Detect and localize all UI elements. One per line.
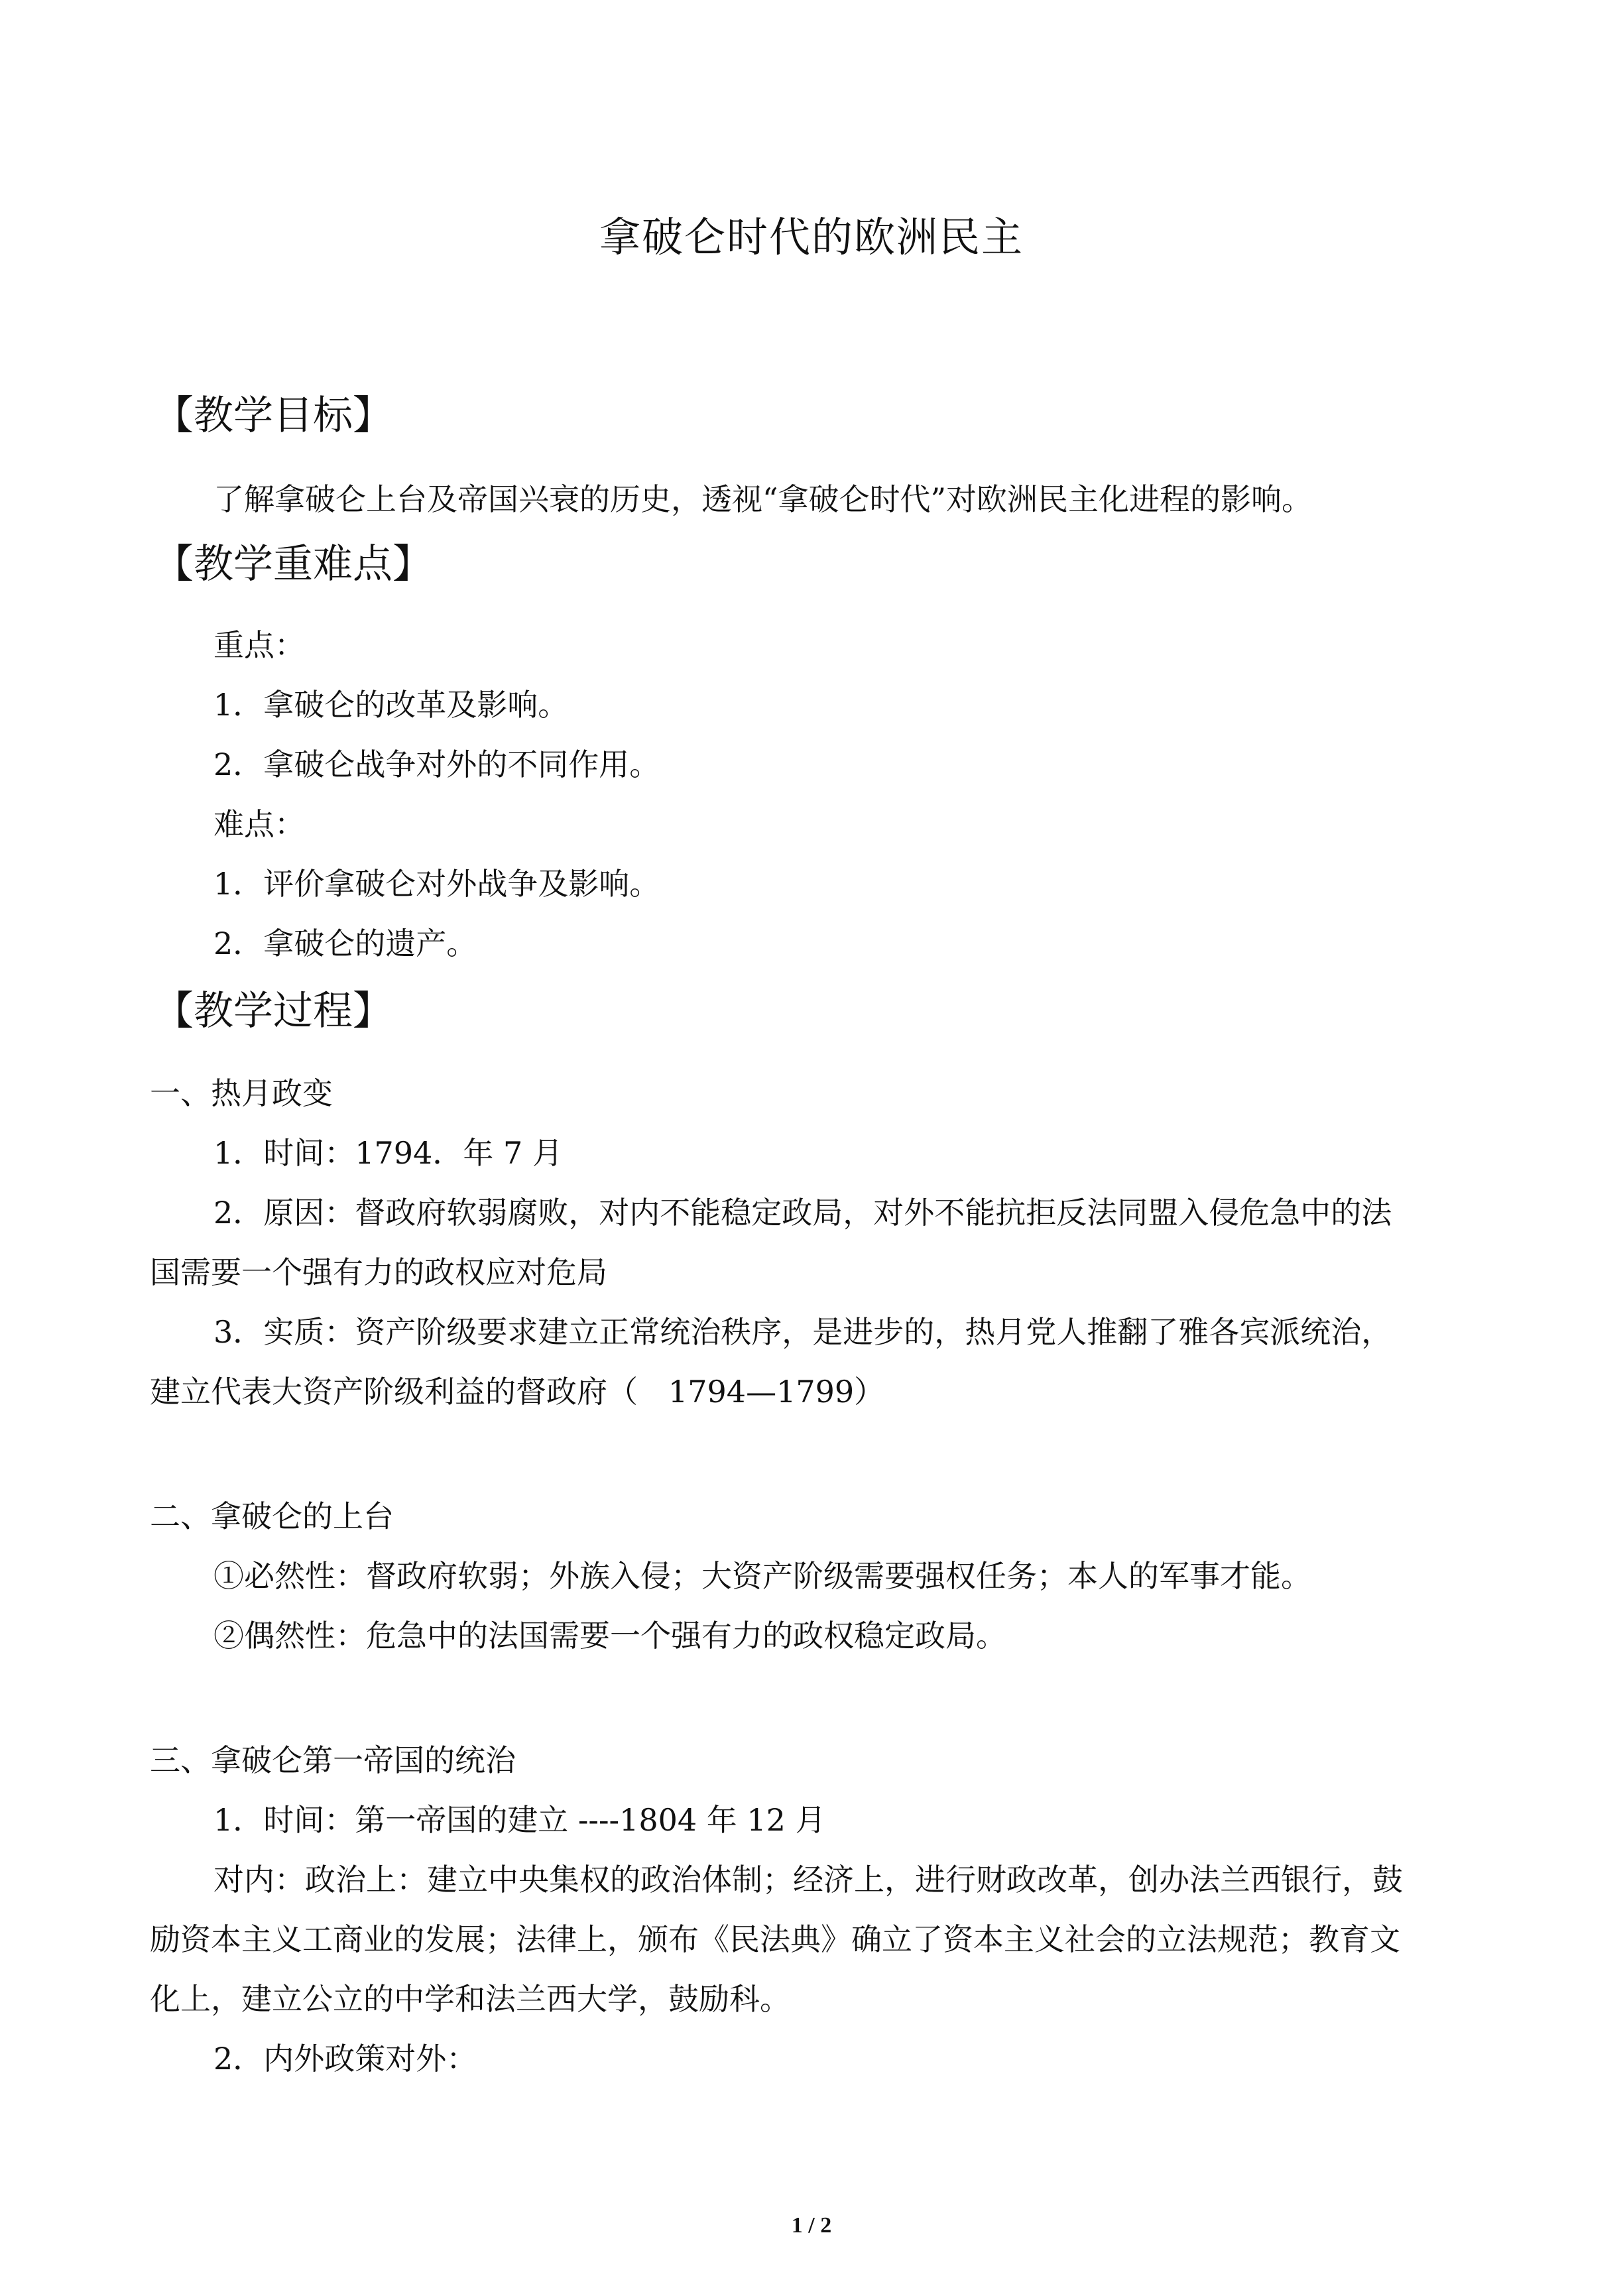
focus-item-2: 2．拿破仑战争对外的不同作用。	[213, 747, 660, 782]
part2-necessity: ①必然性：督政府软弱；外族入侵；大资产阶级需要强权任务；本人的军事才能。	[213, 1558, 1311, 1594]
part3-foreign: 2．内外政策对外：	[213, 2041, 477, 2077]
part3-domestic-line3: 化上，建立公立的中学和法兰西大学，鼓励科。	[150, 1981, 790, 2017]
objectives-text: 了解拿破仑上台及帝国兴衰的历史，透视“拿破仑时代”对欧洲民主化进程的影响。	[213, 481, 1313, 517]
part2-title: 二、拿破仑的上台	[150, 1498, 394, 1534]
part2-chance: ②偶然性：危急中的法国需要一个强有力的政权稳定政局。	[213, 1618, 1006, 1654]
part1-essence-line2: 建立代表大资产阶级利益的督政府（ 1794—1799）	[150, 1374, 885, 1410]
focus-label: 重点：	[213, 627, 305, 663]
difficulty-label: 难点：	[213, 806, 305, 842]
part1-time: 1．时间：1794．年 7 月	[213, 1135, 563, 1171]
document-title: 拿破仑时代的欧洲民主	[599, 213, 1024, 261]
part3-domestic-line2: 励资本主义工商业的发展；法律上，颁布《民法典》确立了资本主义社会的立法规范；教育文	[150, 1921, 1400, 1957]
part3-title: 三、拿破仑第一帝国的统治	[150, 1742, 516, 1778]
part3-domestic-line1: 对内：政治上：建立中央集权的政治体制；经济上，进行财政改革，创办法兰西银行，鼓	[213, 1862, 1403, 1898]
heading-process: 【教学过程】	[154, 988, 392, 1034]
part1-title: 一、热月政变	[150, 1075, 333, 1111]
heading-objectives: 【教学目标】	[154, 393, 392, 439]
part1-cause-line1: 2．原因：督政府软弱腐败，对内不能稳定政局，对外不能抗拒反法同盟入侵危急中的法	[213, 1195, 1392, 1231]
heading-keypoints: 【教学重难点】	[154, 541, 432, 587]
part1-essence-line1: 3．实质：资产阶级要求建立正常统治秩序，是进步的，热月党人推翻了雅各宾派统治，	[213, 1314, 1392, 1350]
difficulty-item-2: 2．拿破仑的遗产。	[213, 926, 477, 961]
page-number: 1 / 2	[791, 2213, 832, 2238]
part1-cause-line2: 国需要一个强有力的政权应对危局	[150, 1254, 607, 1290]
difficulty-item-1: 1．评价拿破仑对外战争及影响。	[213, 866, 660, 902]
part3-time: 1．时间：第一帝国的建立 ----1804 年 12 月	[213, 1802, 826, 1838]
focus-item-1: 1．拿破仑的改革及影响。	[213, 687, 569, 723]
